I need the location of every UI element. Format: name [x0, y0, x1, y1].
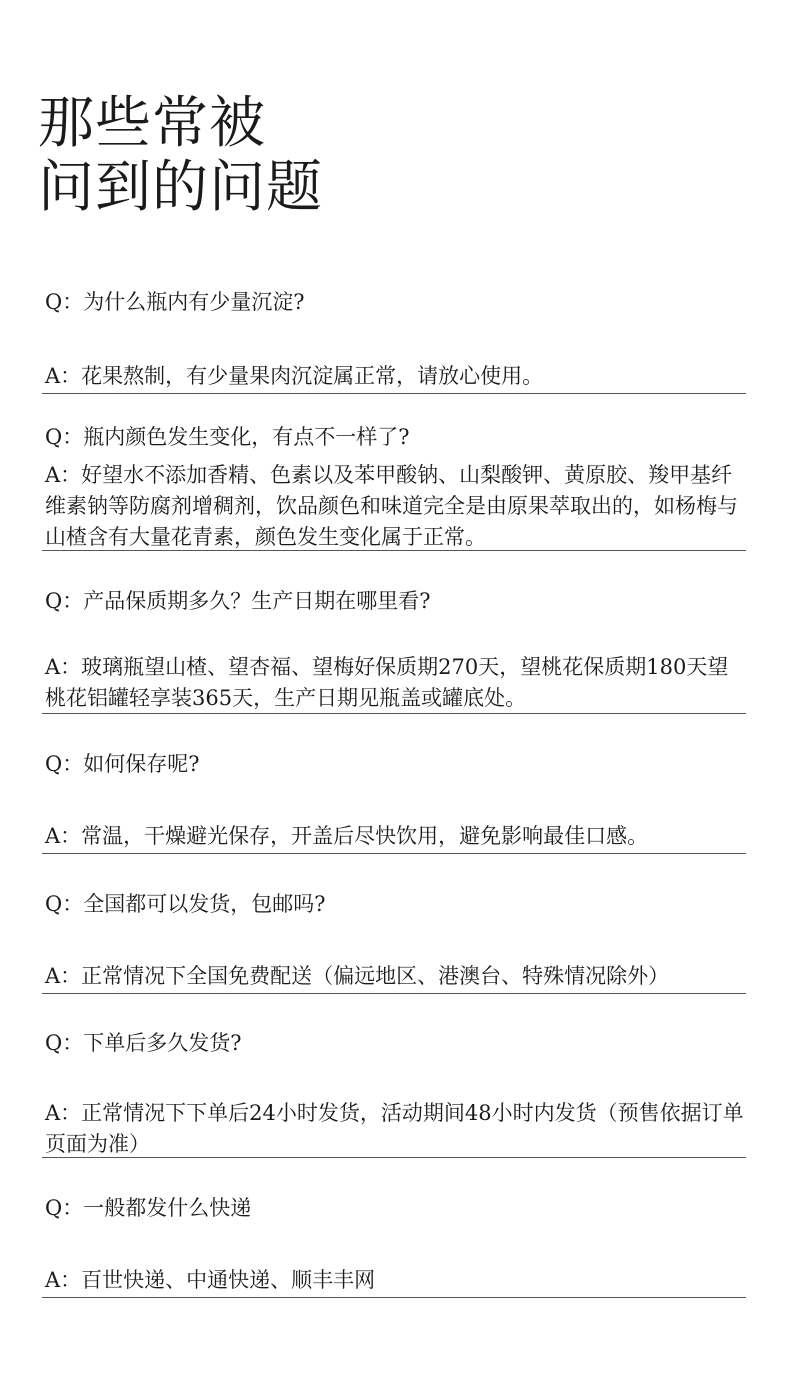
faq-question: Q：下单后多久发货? [45, 1031, 242, 1055]
faq-question: Q：全国都可以发货，包邮吗? [45, 892, 326, 916]
faq-question: Q：如何保存呢? [45, 752, 200, 776]
faq-divider [42, 393, 746, 394]
page-title-line-1: 那些常被 [38, 91, 266, 156]
faq-question: Q：瓶内颜色发生变化，有点不一样了? [45, 425, 410, 449]
faq-question: Q：一般都发什么快递 [45, 1196, 252, 1220]
faq-question: Q：为什么瓶内有少量沉淀? [45, 290, 305, 314]
faq-answer: A：花果熬制，有少量果肉沉淀属正常，请放心使用。 [45, 364, 544, 388]
faq-answer: A：正常情况下全国免费配送（偏远地区、港澳台、特殊情况除外） [45, 964, 670, 988]
faq-answer: A：正常情况下下单后24小时发货，活动期间48小时内发货（预售依据订单页面为准） [45, 1101, 744, 1156]
faq-answer: A：玻璃瓶望山楂、望杏福、望梅好保质期270天，望桃花保质期180天望桃花铝罐轻享装365天，生产日期见瓶盖或罐底处。 [45, 655, 729, 710]
faq-answer: A：百世快递、中通快递、顺丰丰网 [45, 1268, 376, 1292]
faq-divider [42, 993, 746, 994]
page-title [38, 92, 323, 220]
faq-divider [42, 1157, 746, 1158]
faq-divider [42, 1297, 746, 1298]
faq-divider [42, 550, 746, 551]
faq-question: Q：产品保质期多久？生产日期在哪里看? [45, 589, 431, 613]
faq-divider [42, 853, 746, 854]
faq-divider [42, 713, 746, 714]
page-title-line-2: 问到的问题 [38, 155, 323, 220]
faq-answer: A：好望水不添加香精、色素以及苯甲酸钠、山梨酸钾、黄原胶、羧甲基纤维素钠等防腐剂增稠剂，饮品颜色和味道完全是由原果萃取出的，如杨梅与山楂含有大量花青素，颜色发生变化属于正常。 [45, 463, 738, 549]
faq-answer: A：常温，干燥避光保存，开盖后尽快饮用，避免影响最佳口感。 [45, 824, 649, 848]
